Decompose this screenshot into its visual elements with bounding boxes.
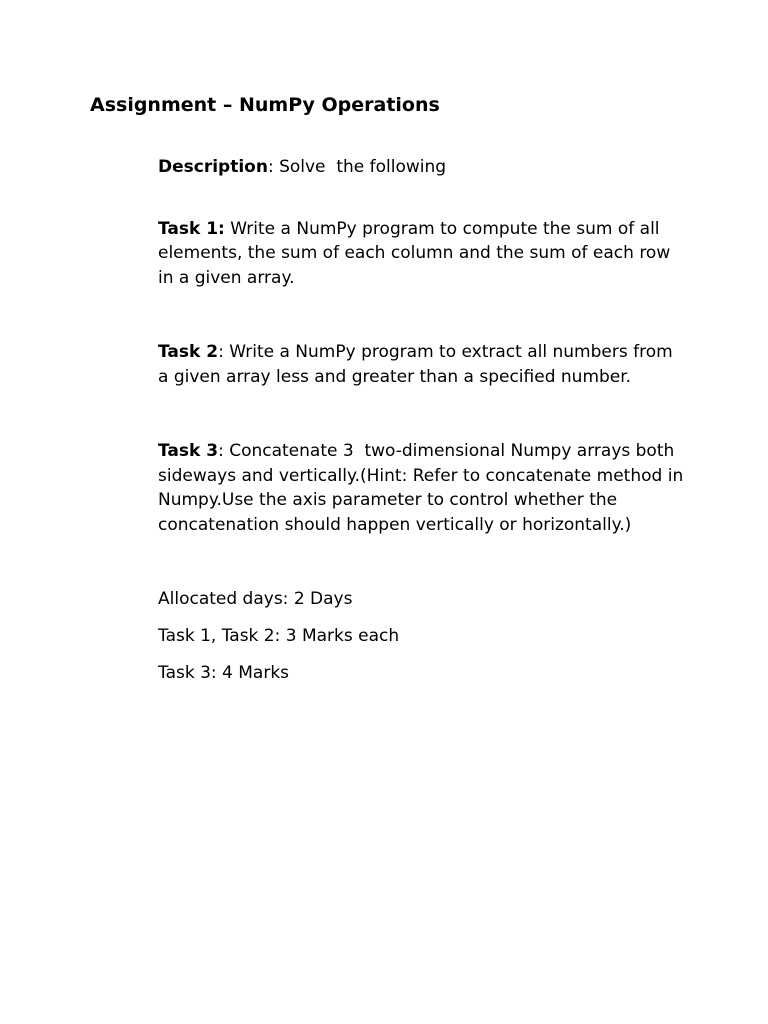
marks-task-3: Task 3: 4 Marks (158, 663, 290, 683)
description-label: Description (158, 157, 268, 177)
allocated-days: Allocated days: 2 Days (158, 589, 353, 609)
description-text: : Solve the following (267, 157, 447, 177)
assignment-body (158, 155, 688, 686)
task-3-text: : Concatenate 3 two-dimensional Numpy arrays both sideways and vertically.(Hint: Refer to concatenate method in Numpy.Use the axis parameter to control whether the concatenation should happen vertically or horizontally.) (158, 441, 689, 535)
task-3-paragraph (158, 439, 688, 537)
task-2-label: Task 2 (158, 342, 219, 362)
page-title: Assignment – NumPy Operations (90, 94, 440, 116)
description-paragraph (158, 155, 688, 180)
task-2-paragraph (158, 340, 688, 389)
task-2-text: : Write a NumPy program to extract all numbers from a given array less and greater than a specified number. (158, 342, 679, 387)
task-1-label: Task 1: (158, 218, 225, 239)
marks-task-1-2: Task 1, Task 2: 3 Marks each (158, 626, 400, 646)
task-1-text: Write a NumPy program to compute the sum of all elements, the sum of each column and the sum of each row in a given array. (158, 218, 676, 288)
task-1-paragraph (158, 217, 688, 291)
task-3-label: Task 3 (158, 441, 219, 461)
